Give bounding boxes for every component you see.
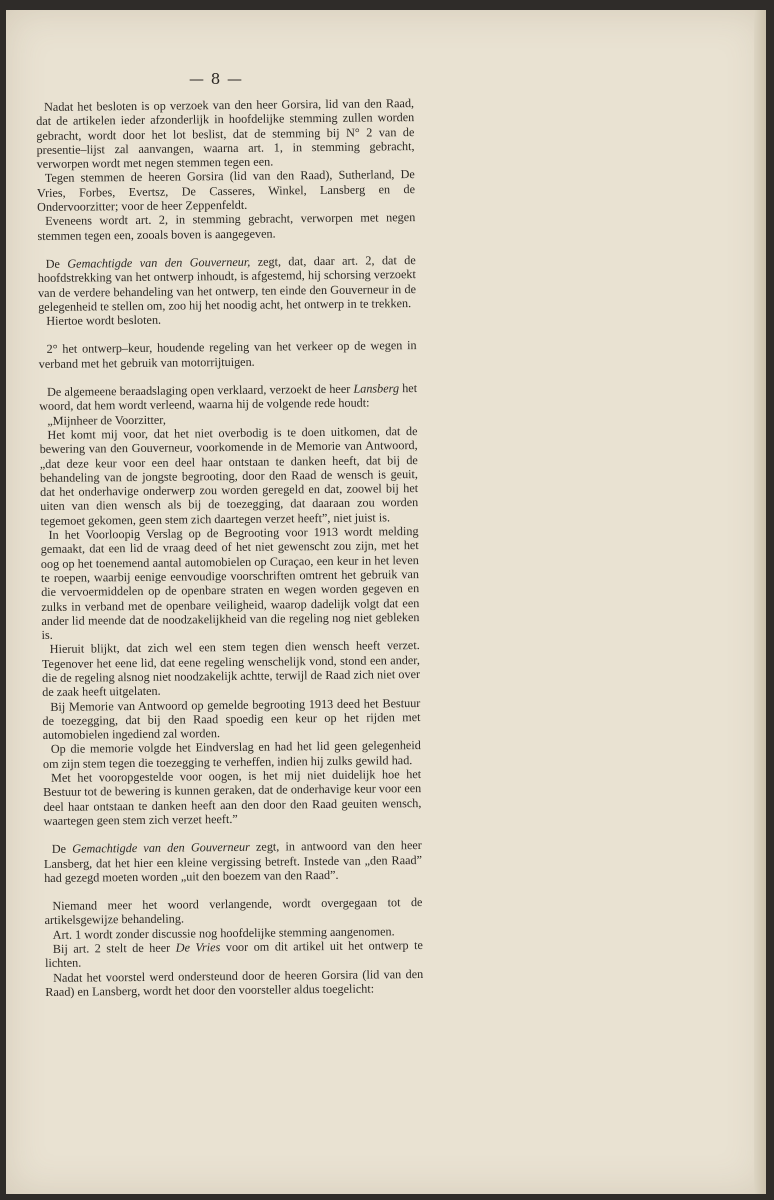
text-run: Bij Memorie van Antwoord op gemelde begrooting 1913 deed het Bestuur de toezegging, dat bij den Raad spoedig een keur op het rijden met automobielen ingediend zal worden. <box>42 695 421 743</box>
italic-name: De Vries <box>175 940 221 955</box>
text-run: Met het vooropgestelde voor oogen, is het mij niet duidelijk hoe het Bestuur tot de bewering is kunnen geraken, dat de onderhavige keur voor een deel haar ontstaan te danken heeft aan den door den Raad geuiten wensch, waartegen geen stem zich verzet heeft.” <box>43 767 422 828</box>
text-run: Tegen stemmen de heeren Gorsira (lid van den Raad), Sutherland, De Vries, Forbes, Evertsz, De Casseres, Winkel, Lansberg en de Ondervoorzitter; voor de heer Zeppenfeldt. <box>36 167 416 215</box>
paragraph-p12 <box>42 696 420 743</box>
paragraph-p19 <box>45 967 423 1000</box>
text-run: Het komt mij voor, dat het niet overbodig is te doen uitkomen, dat de bewering van den Gouverneur, voorkomende in de Memorie van Antwoord, „dat deze keur voor een deel haar ontstaan te danken heeft, dat bij de behandeling van de jongste begrooting, door den Raad de wensch is geuit, dat het onderhavige onderwerp zou worden geregeld en dat, zoowel bij het uiten van dien wensch als bij de toezegging, dat daaraan zou worden tegemoet gekomen, geen stem zich daartegen verzet heeft”, niet juist is. <box>39 423 419 528</box>
italic-name: Lansberg <box>353 381 400 396</box>
text-run: het woord, dat hem wordt verleend, waarna hij de volgende rede houdt: <box>39 381 418 414</box>
text-run: Op die memorie volgde het Eindverslag en had het lid geen gelegenheid om zijn stem tegen die toezegging te verheffen, indien hij zulks gewild had. <box>42 738 421 771</box>
text-run: De <box>45 256 68 271</box>
text-run: 2° het ontwerp–keur, houdende regeling van het verkeer op de wegen in verband met het gebruik van motorrijtuigen. <box>38 338 417 371</box>
text-run: Niemand meer het woord verlangende, wordt overgegaan tot de artikelsgewijze behandeling. <box>44 895 423 928</box>
text-run: Nadat het voorstel werd ondersteund door de heeren Gorsira (lid van den Raad) en Lansberg, wordt het door den voorsteller aldus toegelicht: <box>45 966 424 999</box>
document-body <box>36 96 423 999</box>
text-run: Hieruit blijkt, dat zich wel een stem tegen dien wensch heeft verzet. Tegenover het eene lid, dat eene regeling wenschelijk vond, stond een ander, die de regeling alsnog niet noodzakelijk achtte, terwijl de Raad zich niet over de zaak heeft uitgelaten. <box>41 638 421 700</box>
paragraph-p4 <box>38 253 417 314</box>
text-run: voor om dit artikel uit het ontwerp te lichten. <box>44 938 423 971</box>
text-run: Hiertoe wordt besloten. <box>46 312 162 329</box>
paragraph-p14 <box>43 767 422 828</box>
paragraph-p7 <box>39 381 417 414</box>
page-number: — 8 — <box>188 70 244 88</box>
text-run: Nadat het besloten is op verzoek van den heer Gorsira, lid van den Raad, dat de artikelen ieder afzonderlijk in hoofdelijke stemming zullen worden gebracht, wordt door het lot beslist, dat de stemming bij N° 2 van de presentie–lijst zal aanvangen, waarna art. 1, in stemming gebracht, verworpen wordt met negen stemmen tegen een. <box>36 96 415 172</box>
text-run: „Mijnheer de Voorzitter, <box>47 412 166 428</box>
paragraph-p16 <box>44 895 422 928</box>
text-run: Bij art. 2 stelt de heer <box>52 940 176 956</box>
document-page <box>6 10 766 1194</box>
text-run: Art. 1 wordt zonder discussie nog hoofdelijke stemming aangenomen. <box>52 924 395 942</box>
paragraph-p11 <box>42 638 421 699</box>
italic-name: Gemachtigde van den Gouverneur, <box>67 254 251 271</box>
text-run: De algemeene beraadslaging open verklaard, verzoekt de heer <box>46 381 354 399</box>
paragraph-p18 <box>45 938 423 971</box>
text-run: Eveneens wordt art. 2, in stemming gebracht, verworpen met negen stemmen tegen een, zooals boven is aangegeven. <box>37 210 416 243</box>
text-run: zegt, in antwoord van den heer Lansberg, dat het hier een kleine vergissing betreft. Instede van „den Raad” had gezegd moeten worden „uit den boezem van den Raad”. <box>43 838 423 885</box>
text-run: In het Voorloopig Verslag op de Begrooting voor 1913 wordt melding gemaakt, dat een lid de vraag deed of het niet gewenscht zou zijn, met het oog op het toenemend aantal automobielen op Curaçao, een keur in het leven te roepen, waarbij eenige eenvoudige voorschriften omtrent het gebruik van die vervoermiddelen op de openbare straten en wegen worden gegeven en zulks in verband met de openbare veiligheid, waarop dadelijk volgt dat een ander lid meende dat de noodzakelijkheid van die regeling nog niet gebleken is. <box>40 524 420 643</box>
italic-name: Gemachtigde van den Gouverneur <box>72 840 250 856</box>
text-run: De <box>51 841 73 857</box>
page-gutter <box>754 10 766 1194</box>
text-run: zegt, dat, daar art. 2, dat de hoofdstrekking van het ontwerp inhoudt, is afgestemd, hij schorsing verzoekt van de verdere behandeling van het ontwerp, ten einde den Gouverneur in de gelegenheid te stellen om, zoo hij het noodig acht, het ontwerp in te trekken. <box>37 253 417 314</box>
paragraph-p6 <box>39 338 417 371</box>
paragraph-p13 <box>43 738 421 771</box>
paragraph-p15 <box>44 838 422 885</box>
paragraph-p2 <box>37 168 415 215</box>
paragraph-p1 <box>36 96 415 171</box>
paragraph-p10 <box>40 524 419 642</box>
paragraph-p3 <box>37 210 415 243</box>
paragraph-p5 <box>38 310 416 328</box>
paragraph-p9 <box>39 424 418 528</box>
